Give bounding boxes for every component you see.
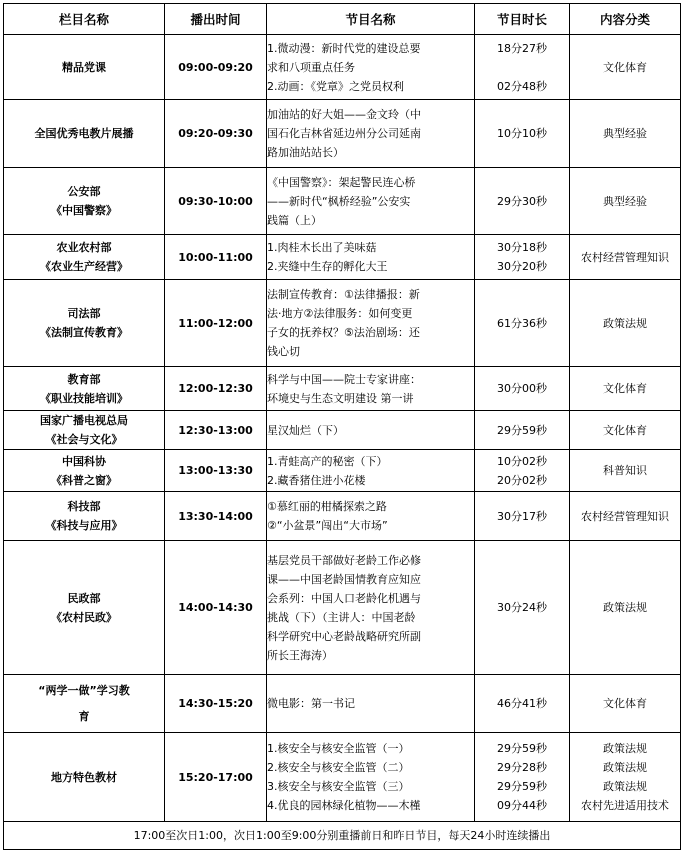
duration-cell: 30分18秒 30分20秒 xyxy=(475,235,570,280)
header-category: 内容分类 xyxy=(570,4,681,35)
table-row xyxy=(4,235,681,280)
duration-cell: 10分10秒 xyxy=(475,100,570,168)
column-name-cell: 科技部 《科技与应用》 xyxy=(4,492,165,541)
duration-cell: 29分59秒 xyxy=(475,411,570,450)
table-row xyxy=(4,733,681,822)
air-time-cell: 13:00-13:30 xyxy=(165,450,267,492)
air-time-cell: 12:30-13:00 xyxy=(165,411,267,450)
duration-cell: 30分00秒 xyxy=(475,367,570,411)
air-time-cell: 14:00-14:30 xyxy=(165,541,267,675)
program-cell: 1.肉桂木长出了美味菇 2.夹缝中生存的孵化大王 xyxy=(267,235,475,280)
duration-cell: 30分17秒 xyxy=(475,492,570,541)
column-name-cell: 国家广播电视总局 《社会与文化》 xyxy=(4,411,165,450)
column-name-cell: 教育部 《职业技能培训》 xyxy=(4,367,165,411)
program-cell: 1.微动漫：新时代党的建设总要 求和八项重点任务 2.动画：《党章》之党员权利 xyxy=(267,35,475,100)
category-cell: 典型经验 xyxy=(570,100,681,168)
header-row xyxy=(4,4,681,35)
schedule-table xyxy=(3,3,681,850)
program-cell: 微电影：第一书记 xyxy=(267,675,475,733)
table-row xyxy=(4,35,681,100)
category-cell: 文化体育 xyxy=(570,411,681,450)
header-duration: 节目时长 xyxy=(475,4,570,35)
table-row xyxy=(4,411,681,450)
category-cell: 政策法规 xyxy=(570,280,681,367)
duration-cell: 18分27秒 02分48秒 xyxy=(475,35,570,100)
table-row xyxy=(4,280,681,367)
program-cell: 1.核安全与核安全监管（一） 2.核安全与核安全监管（二） 3.核安全与核安全监管（三） 4.优良的园林绿化植物——木槿 xyxy=(267,733,475,822)
category-cell: 科普知识 xyxy=(570,450,681,492)
header-column-name: 栏目名称 xyxy=(4,4,165,35)
air-time-cell: 11:00-12:00 xyxy=(165,280,267,367)
air-time-cell: 10:00-11:00 xyxy=(165,235,267,280)
air-time-cell: 09:00-09:20 xyxy=(165,35,267,100)
category-cell: 文化体育 xyxy=(570,367,681,411)
column-name-cell: 农业农村部 《农业生产经营》 xyxy=(4,235,165,280)
program-cell: 法制宣传教育：①法律播报：新 法·地方②法律服务：如何变更 子女的抚养权？⑤法治剧场：还 钱心切 xyxy=(267,280,475,367)
program-cell: ①慕红丽的柑橘探索之路 ②“小盆景”闯出“大市场” xyxy=(267,492,475,541)
column-name-cell: “两学一做”学习教 育 xyxy=(4,675,165,733)
category-cell: 典型经验 xyxy=(570,168,681,235)
category-cell: 政策法规 xyxy=(570,541,681,675)
duration-cell: 10分02秒 20分02秒 xyxy=(475,450,570,492)
footer-row xyxy=(4,822,681,850)
air-time-cell: 14:30-15:20 xyxy=(165,675,267,733)
duration-cell: 46分41秒 xyxy=(475,675,570,733)
program-cell: 《中国警察》：架起警民连心桥 ——新时代“枫桥经验”公安实 践篇（上） xyxy=(267,168,475,235)
program-cell: 科学与中国——院士专家讲座： 环境史与生态文明建设 第一讲 xyxy=(267,367,475,411)
program-cell: 加油站的好大姐——金文玲（中 国石化吉林省延边州分公司延南 路加油站站长） xyxy=(267,100,475,168)
table-row xyxy=(4,168,681,235)
air-time-cell: 12:00-12:30 xyxy=(165,367,267,411)
category-cell: 政策法规 政策法规 政策法规 农村先进适用技术 xyxy=(570,733,681,822)
column-name-cell: 民政部 《农村民政》 xyxy=(4,541,165,675)
rebroadcast-note: 17:00至次日1:00，次日1:00至9:00分别重播前日和昨日节目，每天24小时连续播出 xyxy=(4,822,681,850)
column-name-cell: 公安部 《中国警察》 xyxy=(4,168,165,235)
air-time-cell: 09:20-09:30 xyxy=(165,100,267,168)
category-cell: 农村经营管理知识 xyxy=(570,235,681,280)
duration-cell: 61分36秒 xyxy=(475,280,570,367)
column-name-cell: 中国科协 《科普之窗》 xyxy=(4,450,165,492)
column-name-cell: 全国优秀电教片展播 xyxy=(4,100,165,168)
table-row xyxy=(4,450,681,492)
air-time-cell: 09:30-10:00 xyxy=(165,168,267,235)
table-row xyxy=(4,492,681,541)
column-name-cell: 地方特色教材 xyxy=(4,733,165,822)
program-cell: 星汉灿烂（下） xyxy=(267,411,475,450)
table-row xyxy=(4,541,681,675)
column-name-cell: 精品党课 xyxy=(4,35,165,100)
table-row xyxy=(4,367,681,411)
program-cell: 1.青蛙高产的秘密（下） 2.藏香猪住进小花楼 xyxy=(267,450,475,492)
category-cell: 文化体育 xyxy=(570,35,681,100)
category-cell: 文化体育 xyxy=(570,675,681,733)
table-row xyxy=(4,100,681,168)
header-air-time: 播出时间 xyxy=(165,4,267,35)
duration-cell: 29分30秒 xyxy=(475,168,570,235)
category-cell: 农村经营管理知识 xyxy=(570,492,681,541)
header-program-name: 节目名称 xyxy=(267,4,475,35)
column-name-cell: 司法部 《法制宣传教育》 xyxy=(4,280,165,367)
air-time-cell: 13:30-14:00 xyxy=(165,492,267,541)
table-row xyxy=(4,675,681,733)
air-time-cell: 15:20-17:00 xyxy=(165,733,267,822)
program-cell: 基层党员干部做好老龄工作必修 课——中国老龄国情教育应知应 会系列：中国人口老龄化机遇与 挑战（下）（主讲人：中国老龄 科学研究中心老龄战略研究所副 所长王海涛） xyxy=(267,541,475,675)
duration-cell: 29分59秒 29分28秒 29分59秒 09分44秒 xyxy=(475,733,570,822)
duration-cell: 30分24秒 xyxy=(475,541,570,675)
